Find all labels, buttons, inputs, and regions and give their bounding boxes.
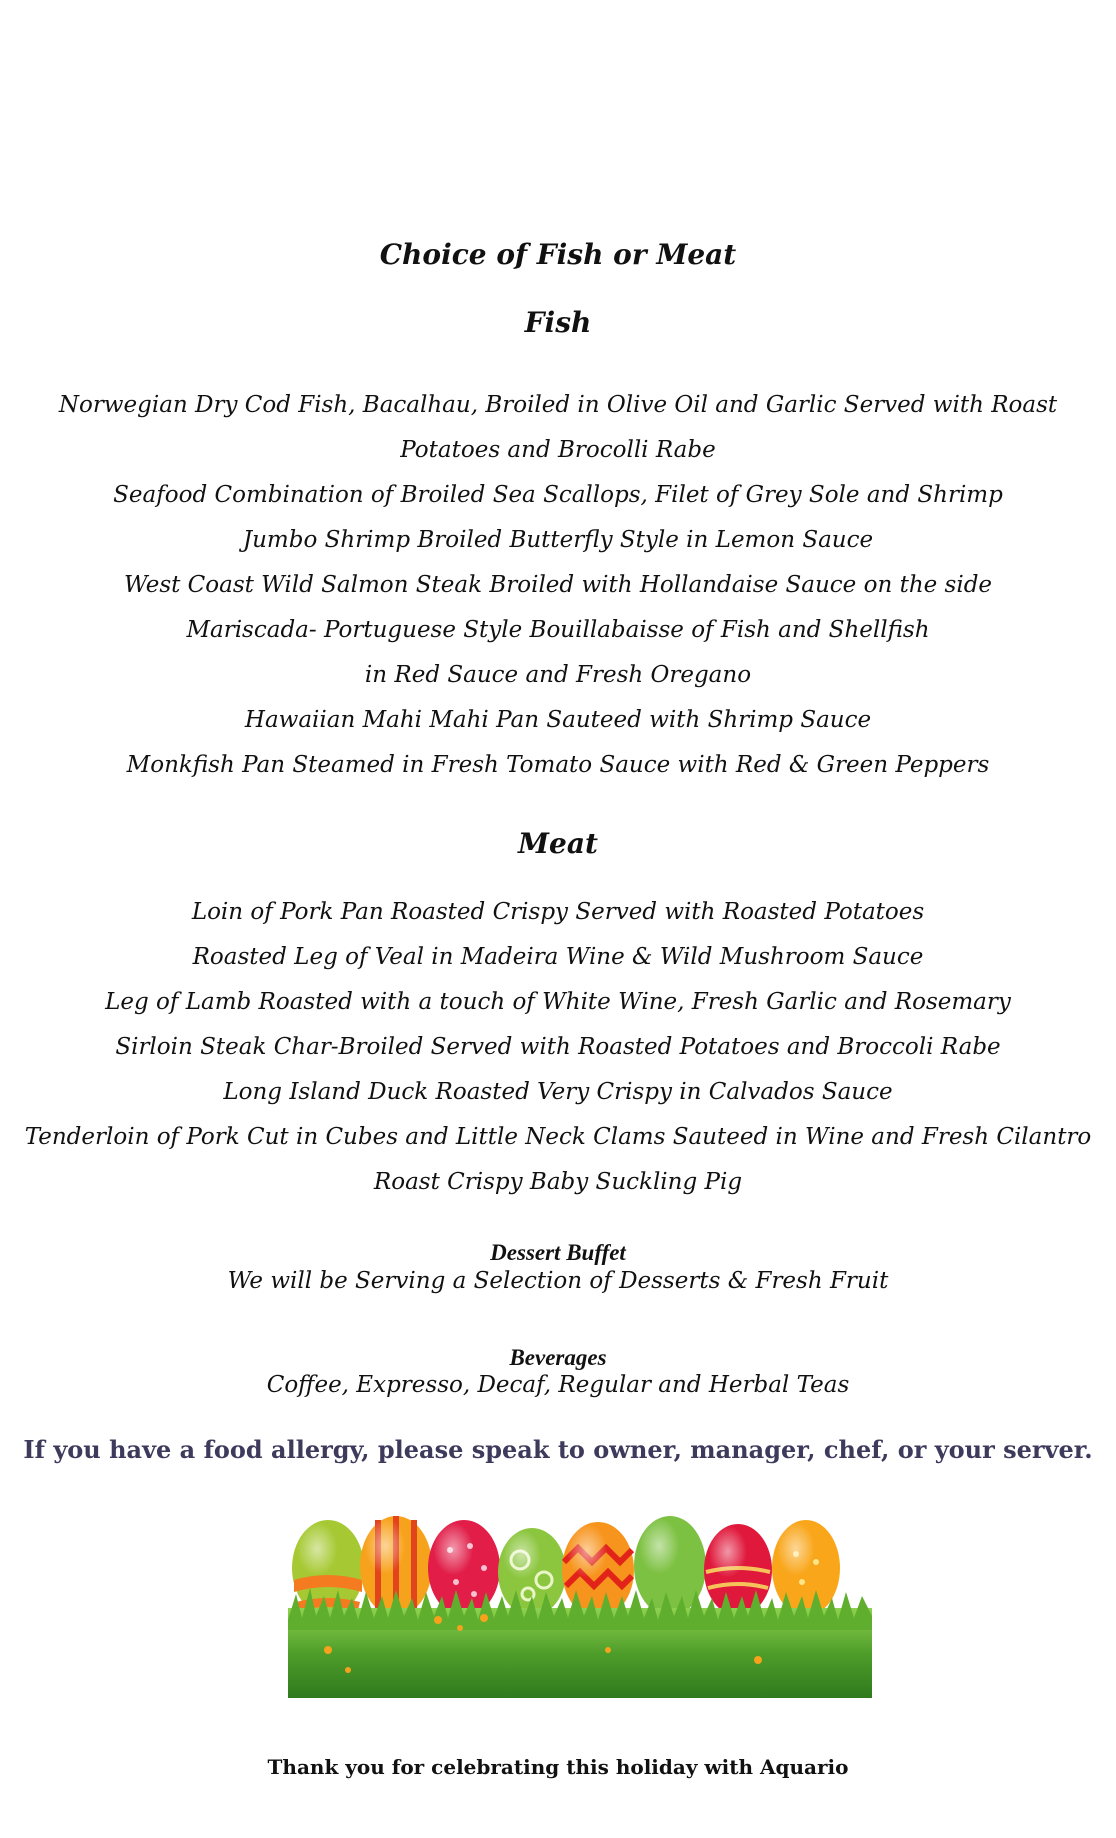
menu-title: Choice of Fish or Meat bbox=[379, 238, 737, 271]
dessert-text: We will be Serving a Selection of Desserts & Fresh Fruit bbox=[227, 1268, 889, 1294]
fish-item: Seafood Combination of Broiled Sea Scallops, Filet of Grey Sole and Shrimp bbox=[113, 482, 1003, 508]
meat-item: Long Island Duck Roasted Very Crispy in Calvados Sauce bbox=[223, 1079, 893, 1105]
fish-item: Hawaiian Mahi Mahi Pan Sauteed with Shrimp Sauce bbox=[244, 707, 872, 733]
allergy-notice: If you have a food allergy, please speak to owner, manager, chef, or your server. bbox=[23, 1435, 1093, 1464]
meat-item: Sirloin Steak Char-Broiled Served with Roasted Potatoes and Broccoli Rabe bbox=[115, 1034, 1001, 1060]
meat-item: Tenderloin of Pork Cut in Cubes and Little Neck Clams Sauteed in Wine and Fresh Cilantro bbox=[24, 1124, 1092, 1150]
meat-list bbox=[0, 890, 1116, 1205]
beverages-title: Beverages bbox=[509, 1345, 607, 1370]
meat-item: Roast Crispy Baby Suckling Pig bbox=[373, 1169, 743, 1195]
fish-item: Mariscada- Portuguese Style Bouillabaisse of Fish and Shellfish bbox=[186, 617, 930, 643]
fish-item: in Red Sauce and Fresh Oregano bbox=[364, 662, 752, 688]
fish-item: Potatoes and Brocolli Rabe bbox=[400, 437, 716, 463]
meat-heading: Meat bbox=[518, 827, 598, 860]
egg-8 bbox=[772, 1520, 840, 1616]
dessert-title: Dessert Buffet bbox=[490, 1240, 626, 1265]
egg-7 bbox=[704, 1524, 772, 1616]
fish-list bbox=[0, 383, 1116, 788]
beverages-text: Coffee, Expresso, Decaf, Regular and Herbal Teas bbox=[266, 1372, 850, 1398]
fish-item: Jumbo Shrimp Broiled Butterfly Style in Lemon Sauce bbox=[242, 527, 874, 553]
easter-eggs-banner bbox=[288, 1510, 872, 1698]
thank-you-note: Thank you for celebrating this holiday with Aquario bbox=[267, 1755, 849, 1779]
meat-item: Leg of Lamb Roasted with a touch of White Wine, Fresh Garlic and Rosemary bbox=[105, 989, 1011, 1015]
egg-1 bbox=[292, 1520, 364, 1616]
meat-item: Roasted Leg of Veal in Madeira Wine & Wild Mushroom Sauce bbox=[192, 944, 924, 970]
fish-heading: Fish bbox=[524, 306, 592, 339]
meat-item: Loin of Pork Pan Roasted Crispy Served with Roasted Potatoes bbox=[191, 899, 925, 925]
egg-3 bbox=[428, 1520, 500, 1616]
easter-eggs-image bbox=[288, 1510, 872, 1698]
fish-item: Norwegian Dry Cod Fish, Bacalhau, Broiled in Olive Oil and Garlic Served with Roast bbox=[58, 392, 1058, 418]
fish-item: Monkfish Pan Steamed in Fresh Tomato Sauce with Red & Green Peppers bbox=[126, 752, 990, 778]
fish-item: West Coast Wild Salmon Steak Broiled with Hollandaise Sauce on the side bbox=[123, 572, 993, 598]
